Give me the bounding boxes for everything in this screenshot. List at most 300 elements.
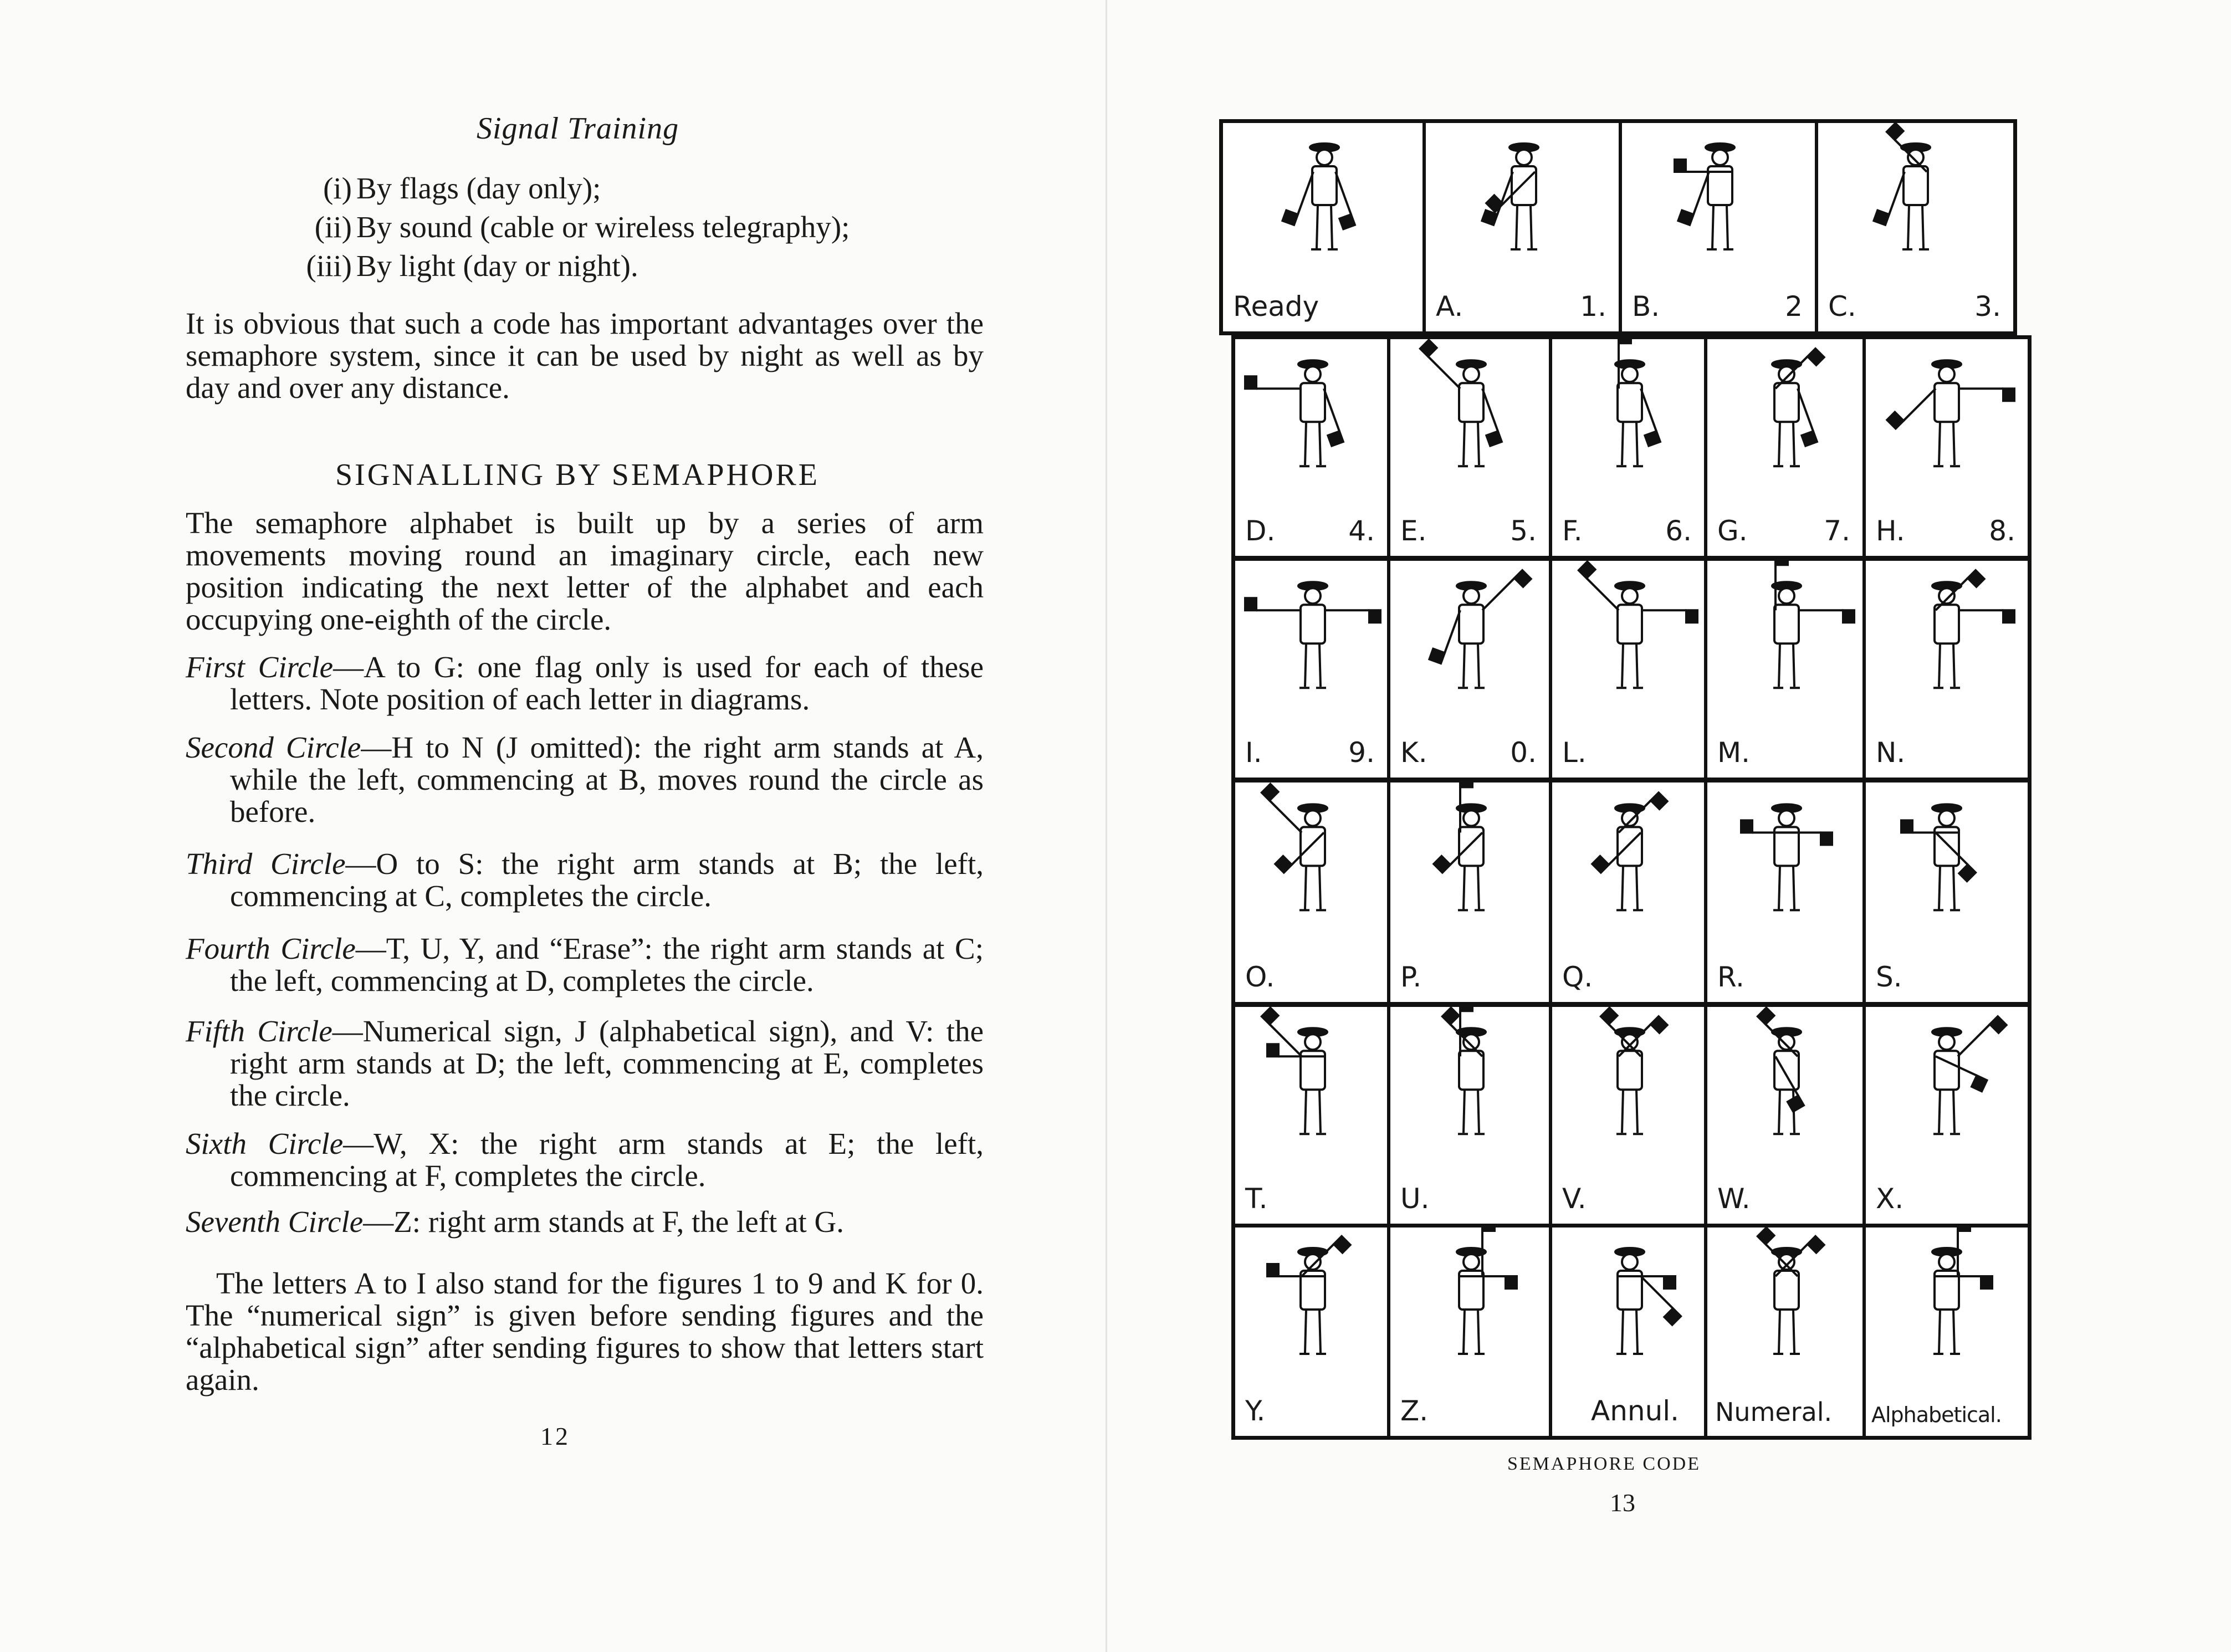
page-number-left: 12: [540, 1422, 570, 1450]
cell-digit: 6.: [1665, 515, 1692, 547]
head: [1712, 150, 1728, 165]
leg: [1331, 205, 1332, 248]
leg: [1478, 1090, 1479, 1133]
flag: [1675, 160, 1686, 172]
cell-letter: M.: [1717, 737, 1751, 769]
semaphore-cell: [1866, 1007, 2028, 1224]
semaphore-row-5: [1231, 1003, 2032, 1228]
flag: [1334, 1236, 1350, 1253]
semaphore-cell: [1707, 782, 1866, 1002]
flag: [1486, 431, 1502, 446]
torso: [1618, 605, 1642, 643]
list-item: [0, 248, 1053, 287]
head: [1779, 810, 1794, 826]
leg: [1922, 205, 1923, 248]
signal-methods-list: [0, 171, 1053, 287]
semaphore-cell: [1552, 339, 1707, 556]
leg: [1939, 422, 1940, 465]
leg: [1478, 866, 1479, 909]
leg: [1305, 1310, 1306, 1353]
signaller: [1482, 144, 1538, 249]
circle-name: First Circle: [186, 650, 334, 684]
signaller: [1772, 561, 1854, 688]
flag: [1328, 431, 1343, 446]
leg: [1727, 205, 1728, 248]
page-number-right: 13: [1610, 1489, 1635, 1517]
head: [1305, 1034, 1321, 1050]
figure-caption: SEMAPHORE CODE: [1507, 1454, 1701, 1474]
cell-letter: B.: [1632, 290, 1660, 323]
cell-letter: Annul.: [1591, 1395, 1680, 1427]
flag: [1429, 649, 1445, 663]
cell-digit: 1.: [1580, 290, 1606, 323]
flag: [1959, 865, 1976, 881]
circle-text: —Z: right arm stands at F, the left at G.: [363, 1205, 844, 1239]
circle-seventh: [186, 1206, 984, 1238]
signaller: [1615, 339, 1660, 466]
semaphore-figure: [1552, 1228, 1707, 1394]
semaphore-figure: [1866, 561, 2028, 733]
flag: [2003, 610, 2014, 622]
leg: [1622, 866, 1623, 909]
cell-letter: Z.: [1400, 1395, 1429, 1427]
cell-letter: L.: [1562, 737, 1587, 769]
torso: [1301, 827, 1325, 866]
cell-digit: 4.: [1348, 515, 1375, 547]
leg: [1531, 205, 1532, 248]
arm: [1641, 388, 1656, 431]
circle-name: Sixth Circle: [186, 1127, 344, 1160]
cell-letter: X.: [1876, 1183, 1904, 1215]
leg: [1305, 1090, 1306, 1133]
flag: [1775, 561, 1788, 565]
leg: [1464, 1090, 1465, 1133]
arm: [1482, 388, 1498, 431]
flag: [1968, 570, 1984, 587]
torso: [1459, 1051, 1483, 1090]
flag: [1514, 570, 1531, 587]
head: [1939, 366, 1954, 382]
signaller: [1442, 1007, 1486, 1134]
semaphore-figure: [1622, 123, 1818, 289]
semaphore-cell: [1235, 1228, 1390, 1436]
leg: [1478, 422, 1479, 465]
flag: [1434, 856, 1450, 873]
semaphore-cell: [1866, 782, 2028, 1002]
signaller: [1579, 562, 1697, 688]
semaphore-figure: [1235, 782, 1390, 960]
leg: [1939, 1310, 1940, 1353]
semaphore-figure: [1866, 1007, 2028, 1179]
signaller: [1262, 784, 1327, 911]
semaphore-cell: [1552, 1228, 1707, 1436]
cell-digit: 9.: [1348, 737, 1375, 769]
head: [1464, 588, 1479, 603]
semaphore-cell: [1866, 561, 2028, 778]
head: [1305, 810, 1321, 826]
circle-text: —A to G: one flag only is used for each of these letters. Note position of each letter in diagrams.: [230, 650, 984, 716]
leg: [1793, 1310, 1794, 1353]
flag: [1901, 820, 1912, 832]
running-head: Signal Training: [477, 111, 679, 146]
leg: [1622, 643, 1623, 687]
leg: [1793, 866, 1794, 909]
cell-letter: U.: [1400, 1183, 1430, 1215]
signaller: [1601, 1008, 1667, 1134]
semaphore-cell: [1235, 561, 1390, 778]
leg: [1622, 422, 1623, 465]
flag: [1245, 376, 1256, 388]
torso: [1301, 383, 1325, 422]
flag: [1686, 610, 1697, 622]
semaphore-figure: [1235, 561, 1390, 733]
semaphore-cell: [1552, 1007, 1707, 1224]
torso: [1774, 1051, 1799, 1090]
cell-letter: D.: [1245, 515, 1276, 547]
flag: [1990, 1016, 2007, 1033]
cell-digit: 5.: [1510, 515, 1537, 547]
section-heading: SIGNALLING BY SEMAPHORE: [335, 458, 820, 492]
leg: [1636, 643, 1638, 687]
leg: [1953, 643, 1954, 687]
semaphore-figure: [1707, 339, 1866, 511]
head: [1464, 810, 1479, 826]
leg: [1939, 1090, 1940, 1133]
circle-name: Seventh Circle: [186, 1205, 364, 1239]
semaphore-figure: [1552, 1007, 1707, 1179]
flag: [1245, 598, 1256, 610]
circle-first: [186, 651, 984, 715]
semaphore-row-2: [1231, 335, 2032, 560]
circle-sixth: [186, 1128, 984, 1192]
torso: [1774, 605, 1799, 643]
semaphore-cell: [1707, 339, 1866, 556]
signaller: [1245, 360, 1343, 466]
arm: [1693, 172, 1709, 214]
head: [1939, 588, 1954, 603]
leg: [1464, 643, 1465, 687]
cell-letter: V.: [1562, 1183, 1587, 1215]
semaphore-cell: [1390, 1228, 1552, 1436]
semaphore-figure: [1390, 561, 1552, 733]
circle-text: —T, U, Y, and “Erase”: the right arm stands at C; the left, commencing at D, completes the circle.: [230, 932, 984, 998]
torso: [1935, 383, 1959, 422]
leg: [1953, 1090, 1954, 1133]
cell-letter: H.: [1876, 515, 1905, 547]
arm: [1958, 1024, 1990, 1056]
semaphore-cell: [1866, 1228, 2028, 1436]
semaphore-figure: [1866, 1228, 2028, 1394]
circle-text: —H to N (J omitted): the right arm stands at A, while the left, commencing at B, moves round the circle as before.: [230, 730, 984, 828]
semaphore-figure: [1552, 782, 1707, 960]
head: [1779, 588, 1794, 603]
flag: [1339, 214, 1355, 229]
leg: [1793, 643, 1794, 687]
leg: [1953, 866, 1954, 909]
circle-text: —W, X: the right arm stands at E; the left, commencing at F, completes the circle.: [230, 1127, 984, 1193]
torso: [1301, 605, 1325, 643]
leg: [1636, 1310, 1638, 1353]
semaphore-figure: [1390, 782, 1552, 960]
leg: [1636, 1090, 1638, 1133]
leg: [1793, 422, 1794, 465]
head: [1939, 1254, 1954, 1270]
arm: [1335, 172, 1351, 214]
list-text: By flags (day only);: [356, 171, 601, 205]
arm: [1903, 388, 1936, 421]
closing-paragraph: The letters A to I also stand for the figures 1 to 9 and K for 0. The “numerical sign” is given before sending figures and the “alphabetical sign” after sending figures to show that letters start again.: [186, 1266, 984, 1397]
cell-letter: Q.: [1562, 961, 1593, 993]
circle-third: [186, 848, 984, 912]
signaller: [1932, 570, 2014, 688]
semaphore-cell: [1426, 123, 1622, 331]
semaphore-cell: [1707, 1228, 1866, 1436]
arm: [1889, 172, 1905, 214]
leg: [1317, 205, 1318, 248]
cell-letter: S.: [1876, 961, 1902, 993]
head: [1622, 588, 1638, 603]
flag: [1981, 1276, 1992, 1288]
flag: [1601, 1008, 1618, 1025]
circle-name: Second Circle: [186, 730, 361, 764]
list-numeral: (ii): [314, 210, 352, 244]
flag: [1788, 1096, 1804, 1111]
leg: [1319, 866, 1321, 909]
signaller: [1887, 360, 2014, 466]
flag: [1758, 1228, 1774, 1244]
semaphore-row-1: [1219, 119, 2017, 335]
semaphore-figure: [1866, 339, 2028, 511]
leg: [1319, 1310, 1321, 1353]
torso: [1618, 827, 1642, 866]
semaphore-cell: [1390, 1007, 1552, 1224]
circle-text: —O to S: the right arm stands at B; the left, commencing at C, completes the circle.: [230, 847, 984, 913]
arm: [1324, 388, 1339, 431]
leg: [1305, 422, 1306, 465]
semaphore-figure: [1390, 339, 1552, 511]
torso: [1774, 1271, 1799, 1310]
signaller: [1758, 1008, 1804, 1134]
leg: [1305, 866, 1306, 909]
flag: [1282, 211, 1298, 225]
flag: [1460, 782, 1472, 787]
semaphore-cell: [1622, 123, 1818, 331]
flag: [1267, 1264, 1278, 1276]
signaller: [1615, 1248, 1681, 1354]
arm: [1270, 800, 1302, 832]
cell-letter: Numeral.: [1715, 1397, 1833, 1427]
cell-letter: G.: [1717, 515, 1748, 547]
torso: [1459, 827, 1483, 866]
semaphore-paragraph: The semaphore alphabet is built up by a series of arm movements moving round an imaginary circle, each new position indicating the next letter of the alphabet and each occupying one-eighth of the circle.: [186, 506, 984, 636]
head: [1464, 1034, 1479, 1050]
intro-paragraph: It is obvious that such a code has important advantages over the semaphore system, since it can be used by night as well as by day and over any distance.: [186, 306, 984, 405]
semaphore-row-6: [1231, 1224, 2032, 1440]
circle-name: Third Circle: [186, 847, 346, 881]
arm: [1798, 388, 1813, 431]
circle-name: Fourth Circle: [186, 932, 356, 965]
cell-digit: 8.: [1989, 515, 2015, 547]
flag: [1651, 792, 1667, 809]
semaphore-figure: [1552, 561, 1707, 733]
signaller: [1901, 804, 1976, 910]
signaller: [1420, 340, 1502, 467]
leg: [1464, 1310, 1465, 1353]
head: [1779, 366, 1794, 382]
leg: [1319, 1090, 1321, 1133]
cell-letter: K.: [1400, 737, 1427, 769]
flag: [1802, 431, 1817, 446]
signaller: [1675, 144, 1734, 249]
semaphore-figure: [1866, 782, 2028, 960]
signaller: [1932, 1016, 2007, 1134]
list-text: By sound (cable or wireless telegraphy);: [356, 210, 850, 244]
torso: [1903, 166, 1928, 205]
cell-letter: A.: [1436, 290, 1464, 323]
list-text: By light (day or night).: [356, 249, 638, 283]
flag: [1678, 211, 1693, 225]
semaphore-cell: [1707, 561, 1866, 778]
cell-digit: 2: [1785, 290, 1803, 323]
head: [1305, 588, 1321, 603]
cell-letter: F.: [1562, 515, 1583, 547]
cell-digit: 7.: [1824, 515, 1850, 547]
flag: [1843, 610, 1854, 622]
flag: [2003, 388, 2014, 401]
cell-letter: Ready: [1233, 290, 1319, 323]
signaller: [1262, 1008, 1327, 1134]
flag: [1958, 1228, 1970, 1231]
semaphore-figure: [1552, 339, 1707, 511]
circle-text: —Numerical sign, J (alphabetical sign), and V: the right arm stands at D; the left, commencing at E, completes the circle.: [230, 1014, 984, 1112]
leg: [1478, 643, 1479, 687]
leg: [1953, 422, 1954, 465]
signaller: [1434, 782, 1486, 910]
head: [1939, 810, 1954, 826]
semaphore-cell: [1235, 782, 1390, 1002]
list-item: [0, 209, 1053, 248]
flag: [1741, 820, 1752, 832]
signaller: [1874, 123, 1930, 249]
leg: [1779, 1090, 1780, 1133]
flag: [1262, 784, 1278, 801]
cell-letter: C.: [1828, 290, 1856, 323]
flag: [1369, 610, 1380, 622]
flag: [1887, 412, 1903, 429]
semaphore-figure: [1390, 1228, 1552, 1394]
head: [1939, 1034, 1954, 1050]
leg: [1779, 1310, 1780, 1353]
torso: [1459, 383, 1483, 422]
flag: [1664, 1276, 1675, 1288]
torso: [1512, 166, 1536, 205]
semaphore-row-3: [1231, 557, 2032, 781]
flag: [1460, 1007, 1472, 1011]
flag: [1887, 123, 1903, 140]
leg: [1319, 643, 1321, 687]
flag: [1482, 1228, 1495, 1231]
leg: [1319, 422, 1321, 465]
head: [1305, 1254, 1321, 1270]
flag: [1758, 1008, 1774, 1025]
semaphore-cell: [1866, 339, 2028, 556]
head: [1464, 366, 1479, 382]
semaphore-row-4: [1231, 779, 2032, 1006]
circle-fifth: [186, 1015, 984, 1112]
leg: [1779, 643, 1780, 687]
flag: [1442, 1008, 1459, 1025]
torso: [1774, 383, 1799, 422]
semaphore-cell: [1235, 339, 1390, 556]
semaphore-figure: [1707, 1228, 1866, 1394]
leg: [1464, 422, 1465, 465]
arm: [1482, 578, 1514, 610]
torso: [1935, 605, 1959, 643]
cell-digit: 0.: [1510, 737, 1537, 769]
book-gutter: [1106, 0, 1107, 1652]
semaphore-cell: [1390, 561, 1552, 778]
signaller: [1245, 582, 1380, 688]
semaphore-figure: [1707, 561, 1866, 733]
semaphore-figure: [1390, 1007, 1552, 1179]
leg: [1712, 205, 1713, 248]
semaphore-cell: [1552, 782, 1707, 1002]
cell-letter: O.: [1245, 961, 1275, 993]
signaller: [1282, 144, 1354, 249]
flag: [1874, 211, 1889, 225]
cell-letter: Alphabetical.: [1871, 1403, 2002, 1427]
leg: [1636, 866, 1638, 909]
semaphore-figure: [1426, 123, 1622, 289]
semaphore-cell: [1235, 1007, 1390, 1224]
cell-digit: 3.: [1974, 290, 2001, 323]
flag: [1972, 1076, 1987, 1091]
signaller: [1429, 570, 1531, 688]
cell-letter: I.: [1245, 737, 1262, 769]
head: [1464, 1254, 1479, 1270]
flag: [1267, 1044, 1278, 1056]
flag: [1262, 1008, 1278, 1025]
circle-second: [186, 732, 984, 828]
signaller: [1592, 792, 1667, 910]
head: [1516, 150, 1532, 165]
leg: [1953, 1310, 1954, 1353]
signaller: [1457, 1228, 1517, 1354]
head: [1779, 1034, 1794, 1050]
flag: [1592, 856, 1609, 873]
head: [1317, 150, 1332, 165]
semaphore-figure: [1818, 123, 2013, 289]
signaller: [1772, 349, 1824, 466]
flag: [1275, 856, 1292, 873]
arm: [1428, 356, 1460, 388]
semaphore-cell: [1818, 123, 2013, 331]
head: [1622, 1034, 1638, 1050]
circle-fourth: [186, 933, 984, 997]
torso: [1312, 166, 1337, 205]
semaphore-cell: [1223, 123, 1426, 331]
semaphore-cell: [1390, 339, 1552, 556]
cell-letter: Y.: [1245, 1395, 1266, 1427]
leg: [1939, 866, 1940, 909]
arm: [1445, 610, 1460, 653]
signaller: [1932, 1228, 1992, 1354]
semaphore-cell: [1552, 561, 1707, 778]
head: [1305, 366, 1321, 382]
semaphore-figure: [1235, 1228, 1390, 1394]
cell-letter: R.: [1717, 961, 1744, 993]
leg: [1464, 866, 1465, 909]
